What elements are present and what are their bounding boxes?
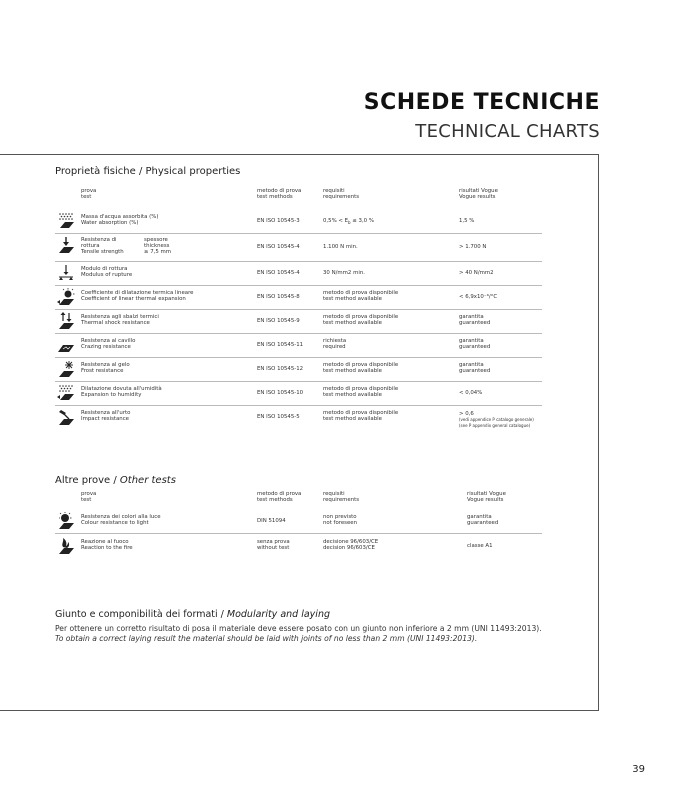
frost-icon: [57, 360, 75, 378]
table-row: Resistenza di rottura Tensile strength spessore thickness ≥ 7,5 mm EN ISO 10545-4 1.100 N min. > 1.700 N: [55, 234, 542, 262]
table-row: Reazione al fuoco Reaction to the fire senza prova without test decisione 96/603/CE decision 96/603/CE classe A1: [55, 535, 542, 558]
water-absorption-icon: [57, 212, 75, 230]
laying-text-it: Per ottenere un corretto risultato di posa il materiale deve essere posato con un giunto non inferiore a 2 mm (UNI 11493:2013).: [55, 624, 542, 633]
table-row: Massa d'acqua assorbita (%) Water absorption (%) EN ISO 10545-3 $0,5\% < E_b \le 3,0$ % 1,5 %: [55, 210, 542, 234]
physical-heading-en: / Physical properties: [138, 166, 241, 177]
table-row: Coefficiente di dilatazione termica lineare Coefficient of linear thermal expansion EN ISO 10545-8 metodo di prova disponibile test method available < 6,9x10⁻⁶/°C: [55, 286, 542, 310]
light-resistance-icon: [57, 512, 75, 530]
thickness-note: spessore thickness ≥ 7,5 mm: [144, 237, 172, 256]
col-results: risultati Vogue Vogue results: [459, 188, 498, 201]
crazing-icon: [57, 336, 75, 354]
col-method: metodo di prova test methods: [257, 188, 302, 201]
table-row: Resistenza al cavillo Crazing resistance EN ISO 10545-11 richiesta required garantita guaranteed: [55, 334, 542, 358]
table-row: Modulo di rottura Modulus of rupture EN ISO 10545-4 30 N/mm2 min. > 40 N/mm2: [55, 262, 542, 286]
humidity-expansion-icon: [57, 384, 75, 402]
table-row: Resistenza all'urto Impact resistance EN ISO 10545-5 metodo di prova disponibile test method available > 0,6 (vedi appendice P catalogo generale) (see P appendix general catalogue): [55, 406, 542, 436]
physical-heading-it: Proprietà fisiche: [55, 166, 136, 177]
other-heading: Altre prove / Other tests: [55, 475, 176, 486]
table-row: Resistenza dei colori alla luce Colour resistance to light DIN 51094 non previsto not foreseen garantita guaranteed: [55, 510, 542, 534]
modulus-rupture-icon: [57, 264, 75, 282]
other-table-header: prova test metodo di prova test methods requisiti requirements risultati Vogue Vogue results: [81, 491, 506, 504]
page-number: 39: [632, 764, 645, 775]
laying-text-en: To obtain a correct laying result the material should be laid with joints of no less than 2 mm (UNI 11493:2013).: [55, 634, 478, 643]
page-title: SCHEDE TECNICHE: [363, 90, 600, 115]
breaking-strength-icon: [57, 236, 75, 254]
table-row: Dilatazione dovuta all'umidità Expansion to humidity EN ISO 10545-10 metodo di prova disponibile test method available < 0,04%: [55, 382, 542, 406]
physical-heading: [55, 166, 240, 177]
fire-reaction-icon: [57, 537, 75, 555]
thermal-expansion-icon: [57, 288, 75, 306]
col-requirements: requisiti requirements: [323, 188, 360, 201]
col-test: prova test: [81, 188, 97, 201]
laying-heading: Giunto e componibilità dei formati / Modularity and laying: [55, 609, 330, 620]
table-row: Resistenza al gelo Frost resistance EN ISO 10545-12 metodo di prova disponibile test method available garantita guaranteed: [55, 358, 542, 382]
table-row: Resistenza agli sbalzi termici Thermal shock resistance EN ISO 10545-9 metodo di prova disponibile test method available garantita guaranteed: [55, 310, 542, 334]
impact-icon: [57, 408, 75, 426]
physical-table-header: [55, 186, 542, 209]
thermal-shock-icon: [57, 312, 75, 330]
page-subtitle: TECHNICAL CHARTS: [415, 121, 600, 142]
